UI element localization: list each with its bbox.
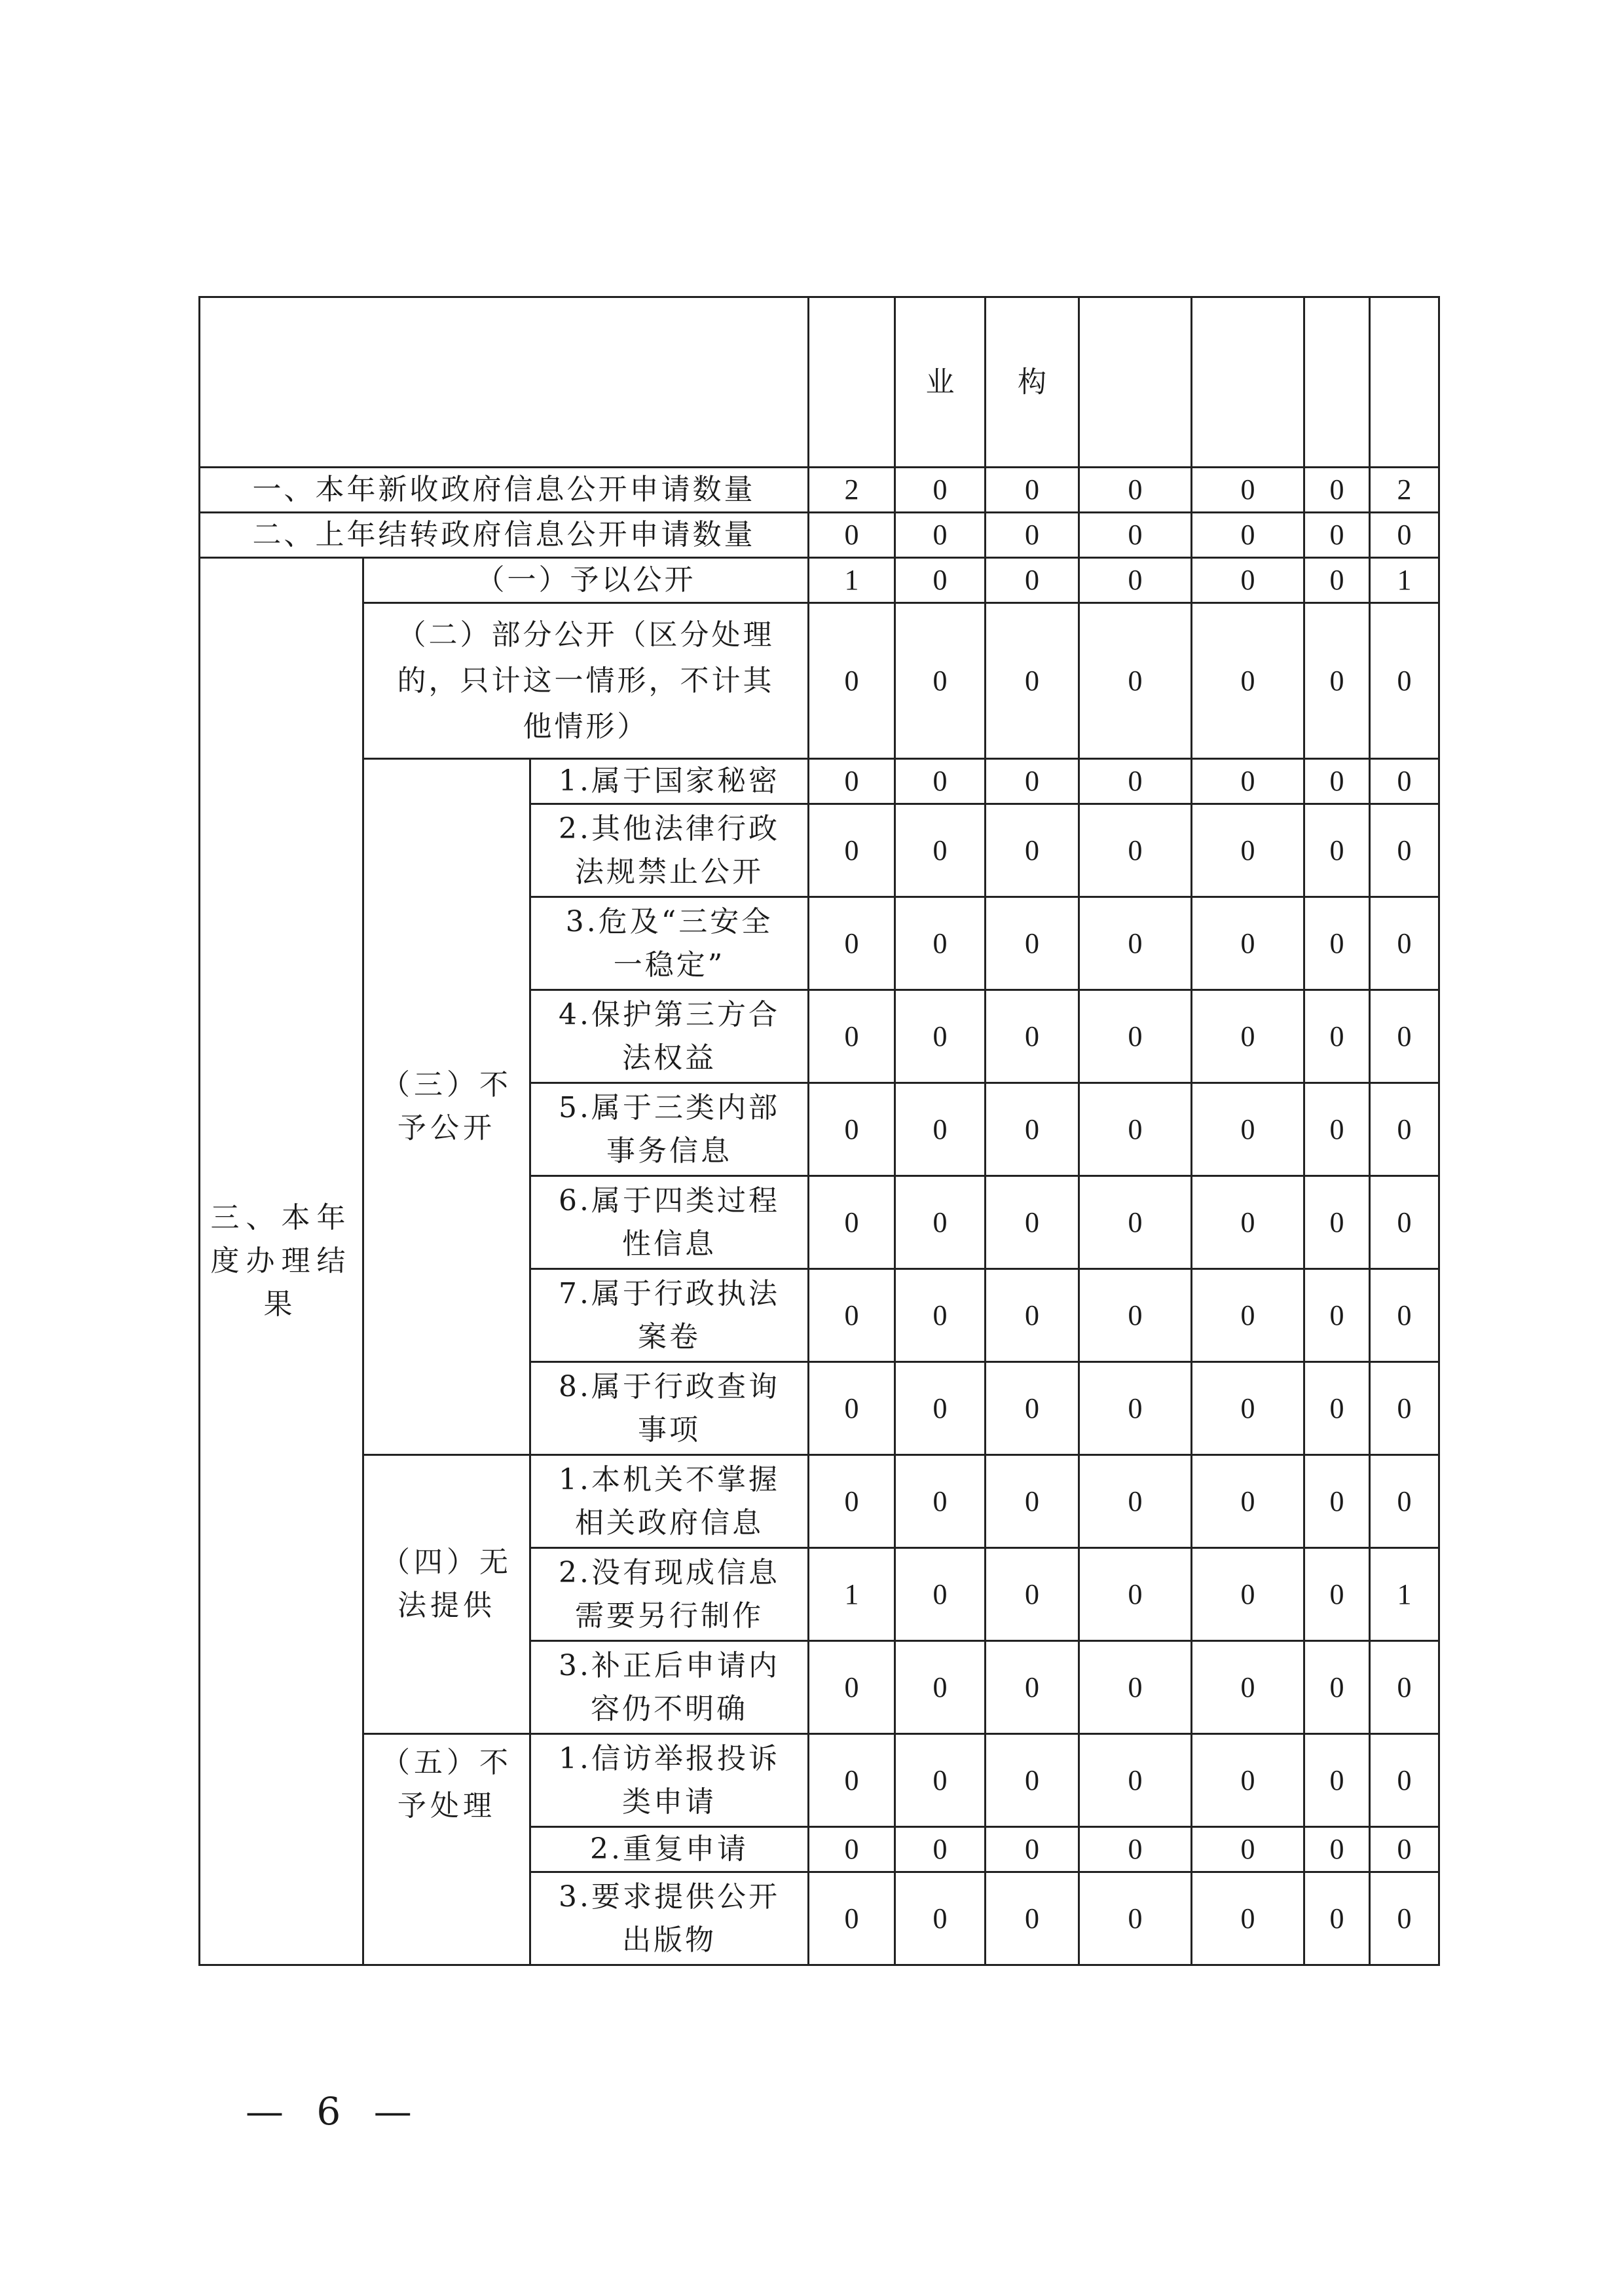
- value-cell: 0: [986, 1083, 1079, 1176]
- group-label: （四）无法提供: [363, 1455, 530, 1734]
- header-cell: [1304, 297, 1370, 468]
- value-cell: 0: [1192, 558, 1304, 603]
- value-cell: 0: [1370, 1176, 1439, 1269]
- section-label: 三、本年度办理结果: [200, 558, 363, 1965]
- value-cell: 2: [1370, 468, 1439, 513]
- value-cell: 0: [1370, 1083, 1439, 1176]
- value-cell: 0: [1192, 897, 1304, 990]
- value-cell: 0: [809, 1455, 895, 1548]
- value-cell: 0: [1192, 1872, 1304, 1965]
- statistics-table: [198, 296, 1440, 1966]
- value-cell: 0: [1370, 1269, 1439, 1362]
- value-cell: 0: [1079, 1827, 1192, 1872]
- value-cell: 0: [809, 1734, 895, 1827]
- value-cell: 0: [809, 1083, 895, 1176]
- value-cell: 0: [1192, 990, 1304, 1083]
- value-cell: 0: [1304, 558, 1370, 603]
- value-cell: 0: [1079, 603, 1192, 759]
- value-cell: 1: [809, 1548, 895, 1641]
- table-row: [200, 513, 1439, 558]
- value-cell: 0: [1370, 1362, 1439, 1455]
- value-cell: 0: [1304, 804, 1370, 897]
- value-cell: 0: [1304, 897, 1370, 990]
- value-cell: 0: [895, 1362, 986, 1455]
- row-label: 一、本年新收政府信息公开申请数量: [200, 468, 809, 513]
- value-cell: 0: [1304, 513, 1370, 558]
- value-cell: 0: [1192, 468, 1304, 513]
- value-cell: 0: [1192, 1548, 1304, 1641]
- value-cell: 0: [1370, 1641, 1439, 1734]
- value-cell: 0: [1304, 603, 1370, 759]
- value-cell: 0: [895, 513, 986, 558]
- value-cell: 0: [986, 558, 1079, 603]
- group-label: （三）不予公开: [363, 759, 530, 1455]
- value-cell: 0: [986, 1872, 1079, 1965]
- value-cell: 0: [1079, 804, 1192, 897]
- value-cell: 0: [986, 1548, 1079, 1641]
- value-cell: 0: [809, 1362, 895, 1455]
- value-cell: 0: [895, 1641, 986, 1734]
- value-cell: 0: [1079, 1269, 1192, 1362]
- value-cell: 0: [1370, 1455, 1439, 1548]
- value-cell: 0: [1192, 1455, 1304, 1548]
- value-cell: 0: [1304, 1269, 1370, 1362]
- value-cell: 0: [895, 1269, 986, 1362]
- value-cell: 0: [809, 1872, 895, 1965]
- table-row: [200, 759, 1439, 804]
- value-cell: 0: [809, 1641, 895, 1734]
- value-cell: 0: [1192, 804, 1304, 897]
- value-cell: 0: [895, 759, 986, 804]
- value-cell: 0: [986, 1455, 1079, 1548]
- value-cell: 0: [1370, 759, 1439, 804]
- value-cell: 0: [809, 1269, 895, 1362]
- value-cell: 0: [986, 513, 1079, 558]
- value-cell: 0: [986, 1734, 1079, 1827]
- value-cell: 0: [1304, 1176, 1370, 1269]
- row-label: 7.属于行政执法案卷: [530, 1269, 809, 1362]
- value-cell: 0: [1079, 1176, 1192, 1269]
- value-cell: 0: [1079, 1083, 1192, 1176]
- value-cell: 0: [1370, 990, 1439, 1083]
- row-label: （二）部分公开（区分处理的，只计这一情形，不计其他情形）: [363, 603, 809, 759]
- value-cell: 0: [1304, 1827, 1370, 1872]
- value-cell: 0: [1192, 1827, 1304, 1872]
- value-cell: 0: [1192, 513, 1304, 558]
- value-cell: 0: [895, 990, 986, 1083]
- value-cell: 0: [1079, 1872, 1192, 1965]
- row-label: 2.重复申请: [530, 1827, 809, 1872]
- value-cell: 1: [1370, 558, 1439, 603]
- table-row: [200, 1734, 1439, 1827]
- value-cell: 0: [809, 513, 895, 558]
- value-cell: 0: [895, 1827, 986, 1872]
- value-cell: 0: [1304, 759, 1370, 804]
- row-label: 5.属于三类内部事务信息: [530, 1083, 809, 1176]
- header-row: [200, 297, 1439, 468]
- value-cell: 0: [895, 804, 986, 897]
- value-cell: 0: [895, 468, 986, 513]
- page-number: — 6 —: [246, 2089, 422, 2134]
- value-cell: 0: [1370, 897, 1439, 990]
- value-cell: 0: [1079, 1548, 1192, 1641]
- value-cell: 0: [1079, 759, 1192, 804]
- value-cell: 0: [895, 1548, 986, 1641]
- value-cell: 0: [1304, 1641, 1370, 1734]
- header-cell: [809, 297, 895, 468]
- value-cell: 0: [1192, 603, 1304, 759]
- value-cell: 0: [1370, 1827, 1439, 1872]
- value-cell: 0: [1370, 603, 1439, 759]
- value-cell: 0: [895, 1176, 986, 1269]
- value-cell: 0: [1192, 1734, 1304, 1827]
- value-cell: 0: [1079, 1362, 1192, 1455]
- value-cell: 0: [895, 1734, 986, 1827]
- table-row: [200, 1455, 1439, 1548]
- table-row: [200, 603, 1439, 759]
- value-cell: 0: [1304, 468, 1370, 513]
- value-cell: 0: [809, 759, 895, 804]
- row-label: 4.保护第三方合法权益: [530, 990, 809, 1083]
- value-cell: 0: [1304, 1455, 1370, 1548]
- value-cell: 0: [1192, 1083, 1304, 1176]
- row-label: 1.信访举报投诉类申请: [530, 1734, 809, 1827]
- value-cell: 0: [986, 759, 1079, 804]
- value-cell: 0: [809, 897, 895, 990]
- value-cell: 0: [986, 1362, 1079, 1455]
- value-cell: 0: [986, 1827, 1079, 1872]
- value-cell: 0: [895, 1083, 986, 1176]
- value-cell: 0: [1079, 513, 1192, 558]
- value-cell: 1: [809, 558, 895, 603]
- header-blank-cell: [200, 297, 809, 468]
- row-label: （一）予以公开: [363, 558, 809, 603]
- row-label: 2.没有现成信息需要另行制作: [530, 1548, 809, 1641]
- value-cell: 0: [1304, 1548, 1370, 1641]
- value-cell: 0: [986, 468, 1079, 513]
- value-cell: 0: [986, 897, 1079, 990]
- table-row: [200, 468, 1439, 513]
- value-cell: 0: [1304, 1734, 1370, 1827]
- value-cell: 0: [1079, 1641, 1192, 1734]
- row-label: 3.要求提供公开出版物: [530, 1872, 809, 1965]
- row-label: 二、上年结转政府信息公开申请数量: [200, 513, 809, 558]
- table-row: [200, 558, 1439, 603]
- value-cell: 0: [895, 1455, 986, 1548]
- value-cell: 0: [1079, 897, 1192, 990]
- value-cell: 0: [809, 990, 895, 1083]
- header-cell-institution: 构: [986, 297, 1079, 468]
- header-cell: [1370, 297, 1439, 468]
- value-cell: 0: [986, 990, 1079, 1083]
- value-cell: 0: [1304, 1083, 1370, 1176]
- value-cell: 0: [1079, 558, 1192, 603]
- group-label: （五）不予处理: [363, 1734, 530, 1965]
- value-cell: 0: [1192, 1176, 1304, 1269]
- row-label: 1.属于国家秘密: [530, 759, 809, 804]
- value-cell: 1: [1370, 1548, 1439, 1641]
- table-body: [200, 297, 1439, 1965]
- value-cell: 0: [986, 1176, 1079, 1269]
- value-cell: 0: [1192, 1269, 1304, 1362]
- header-cell: [1192, 297, 1304, 468]
- value-cell: 0: [895, 1872, 986, 1965]
- value-cell: 0: [1192, 759, 1304, 804]
- row-label: 8.属于行政查询事项: [530, 1362, 809, 1455]
- value-cell: 0: [1370, 804, 1439, 897]
- value-cell: 0: [809, 1827, 895, 1872]
- row-label: 3.危及“三安全一稳定”: [530, 897, 809, 990]
- header-cell-enterprise: 业: [895, 297, 986, 468]
- value-cell: 0: [986, 1641, 1079, 1734]
- value-cell: 0: [986, 1269, 1079, 1362]
- value-cell: 0: [1370, 513, 1439, 558]
- value-cell: 0: [895, 558, 986, 603]
- value-cell: 0: [1370, 1734, 1439, 1827]
- value-cell: 0: [1304, 1872, 1370, 1965]
- value-cell: 0: [1079, 1734, 1192, 1827]
- value-cell: 0: [1079, 990, 1192, 1083]
- row-label: 3.补正后申请内容仍不明确: [530, 1641, 809, 1734]
- value-cell: 0: [809, 603, 895, 759]
- header-cell: [1079, 297, 1192, 468]
- value-cell: 0: [1304, 990, 1370, 1083]
- value-cell: 0: [1304, 1362, 1370, 1455]
- value-cell: 2: [809, 468, 895, 513]
- value-cell: 0: [986, 804, 1079, 897]
- value-cell: 0: [1079, 468, 1192, 513]
- row-label: 2.其他法律行政法规禁止公开: [530, 804, 809, 897]
- row-label: 6.属于四类过程性信息: [530, 1176, 809, 1269]
- value-cell: 0: [1079, 1455, 1192, 1548]
- value-cell: 0: [986, 603, 1079, 759]
- value-cell: 0: [895, 897, 986, 990]
- value-cell: 0: [1192, 1641, 1304, 1734]
- value-cell: 0: [895, 603, 986, 759]
- value-cell: 0: [809, 804, 895, 897]
- value-cell: 0: [809, 1176, 895, 1269]
- row-label: 1.本机关不掌握相关政府信息: [530, 1455, 809, 1548]
- value-cell: 0: [1370, 1872, 1439, 1965]
- value-cell: 0: [1192, 1362, 1304, 1455]
